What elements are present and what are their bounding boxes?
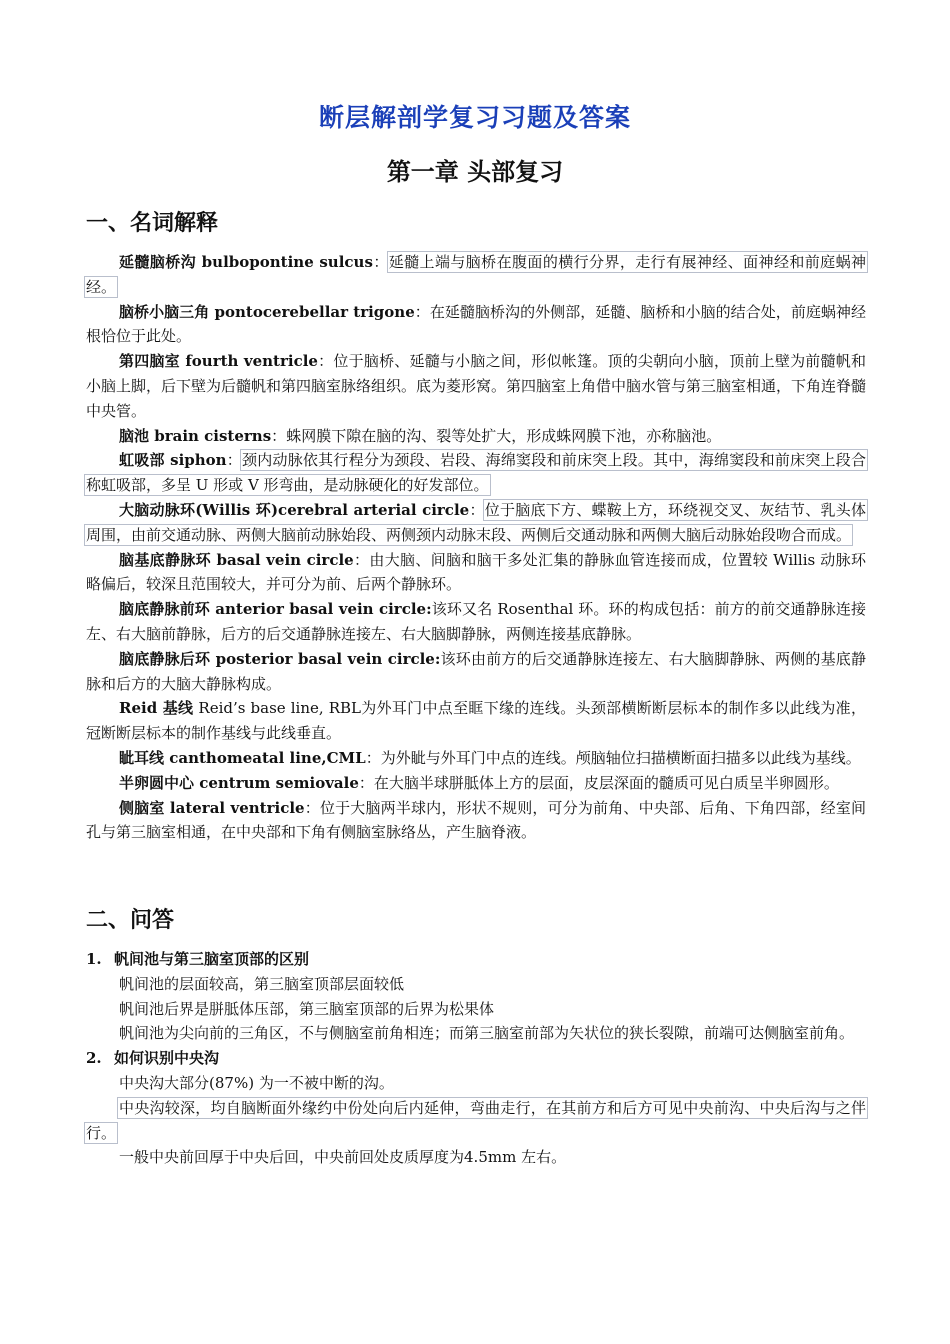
- answer-line: 中央沟大部分(87%) 为一不被中断的沟。: [119, 1073, 394, 1092]
- definitions-list: [86, 250, 866, 845]
- answer-line: 帆间池为尖向前的三角区，不与侧脑室前角相连；而第三脑室前部为矢状位的狭长裂隙，前端可达侧脑室前角。: [119, 1024, 855, 1043]
- definition-term: 虹吸部 siphon: [119, 451, 227, 470]
- question-title: 1. 帆间池与第三脑室顶部的区别: [86, 950, 310, 968]
- definition-term: 脑底静脉后环 posterior basal vein circle:: [119, 649, 441, 668]
- answer-line: 一般中央前回厚于中央后回，中央前回处皮质厚度为4.5mm 左右。: [119, 1148, 567, 1167]
- definition-term: Reid 基线: [119, 699, 194, 718]
- definition-item: 半卵圆中心 centrum semiovale：在大脑半球胼胝体上方的层面，皮层深面的髓质可见白质呈半卵圆形。: [119, 773, 839, 792]
- definition-item: 脑基底静脉环 basal vein circle：由大脑、间脑和脑干多处汇集的静脉血管连接而成，位置较 Willis 动脉环略偏后，较深且范围较大，并可分为前、后两个静脉环。: [86, 550, 866, 594]
- definition-item: 虹吸部 siphon：颈内动脉依其行程分为颈段、岩段、海绵窦段和前床突上段。其中，海绵窦段和前床突上段合称虹吸部，多呈 U 形或 V 形弯曲，是动脉硬化的好发部位。: [86, 451, 866, 495]
- definition-text: 延髓上端与脑桥在腹面的横行分界，走行有展神经、面神经和前庭蜗神经。: [86, 253, 866, 296]
- question-title: 2. 如何识别中央沟: [86, 1049, 220, 1068]
- document-title: 断层解剖学复习习题及答案: [318, 103, 631, 132]
- definition-term: 大脑动脉环(Willis 环)cerebral arterial circle: [119, 500, 470, 519]
- definition-text: 位于脑桥、延髓与小脑之间，形似帐篷。顶的尖朝向小脑，顶前上壁为前髓帆和小脑上脚，后下壁为后髓帆和第四脑室脉络组织。底为菱形窝。第四脑室上角借中脑水管与第三脑室相通，下角连脊髓中央管。: [86, 352, 867, 420]
- definition-item: 侧脑室 lateral ventricle：位于大脑两半球内，形状不规则，可分为前角、中央部、后角、下角四部，经室间孔与第三脑室相通，在中央部和下角有侧脑室脉络丛，产生脑脊液。: [86, 798, 866, 842]
- definition-text: 在延髓脑桥沟的外侧部，延髓、脑桥和小脑的结合处，前庭蜗神经根恰位于此处。: [86, 302, 866, 346]
- definition-item: 脑池 brain cisterns：蛛网膜下隙在脑的沟、裂等处扩大，形成蛛网膜下池，亦称脑池。: [119, 426, 722, 445]
- definition-term: 第四脑室 fourth ventricle: [119, 352, 318, 371]
- definition-term: 侧脑室 lateral ventricle: [119, 798, 305, 817]
- definition-item: [86, 647, 866, 697]
- definition-text: 在大脑半球胼胝体上方的层面，皮层深面的髓质可见白质呈半卵圆形。: [373, 773, 839, 792]
- definition-item: [86, 696, 866, 746]
- answer-line: 中央沟较深，均自脑断面外缘约中份处向后内延伸，弯曲走行，在其前方和后方可见中央前沟、中央后沟与之伴行。: [86, 1098, 866, 1142]
- definition-text: Reid’s base line, RBL为外耳门中点至眶下缘的连线。头颈部横断断层标本的制作多以此线为准，冠断断层标本的制作基线与此线垂直。: [86, 699, 866, 743]
- definition-item: [86, 597, 866, 647]
- definition-term: 脑基底静脉环 basal vein circle: [119, 550, 354, 569]
- definition-term: 脑池 brain cisterns: [119, 426, 272, 445]
- definition-term: 延髓脑桥沟 bulbopontine sulcus: [119, 253, 373, 271]
- section-heading-qa: 二、问答: [86, 907, 175, 933]
- definition-item: 大脑动脉环(Willis 环)cerebral arterial circle：位于脑底下方、蝶鞍上方，环绕视交叉、灰结节、乳头体周围，由前交通动脉、两侧大脑前动脉始段、两侧颈内动脉末段、两侧后交通动脉和两侧大脑后动脉始段吻合而成。: [86, 500, 866, 544]
- definition-text: 蛛网膜下隙在脑的沟、裂等处扩大，形成蛛网膜下池，亦称脑池。: [286, 426, 722, 445]
- definition-item: 眦耳线 canthomeatal line,CML：为外眦与外耳门中点的连线。颅脑轴位扫描横断面扫描多以此线为基线。: [119, 748, 861, 767]
- definition-text: 颈内动脉依其行程分为颈段、岩段、海绵窦段和前床突上段。其中，海绵窦段和前床突上段合称虹吸部，多呈 U 形或 V 形弯曲，是动脉硬化的好发部位。: [86, 451, 866, 495]
- section-heading-definitions: 一、名词解释: [86, 210, 219, 236]
- answer-line: 帆间池的层面较高，第三脑室顶部层面较低: [119, 974, 405, 993]
- definition-text: 为外眦与外耳门中点的连线。颅脑轴位扫描横断面扫描多以此线为基线。: [380, 748, 861, 767]
- qa-list: [86, 947, 866, 1170]
- definition-text: 该环又名 Rosenthal 环。环的构成包括：前方的前交通静脉连接左、右大脑前静脉，后方的后交通静脉连接左、右大脑脚静脉，两侧连接基底静脉。: [86, 600, 867, 643]
- definition-text: 位于脑底下方、蝶鞍上方，环绕视交叉、灰结节、乳头体周围，由前交通动脉、两侧大脑前动脉始段、两侧颈内动脉末段、两侧后交通动脉和两侧大脑后动脉始段吻合而成。: [86, 500, 866, 544]
- definition-term: 脑桥小脑三角 pontocerebellar trigone: [119, 302, 415, 321]
- definition-term: 眦耳线 canthomeatal line,CML: [119, 748, 366, 767]
- definition-term: 脑底静脉前环 anterior basal vein circle:: [119, 600, 432, 619]
- definition-term: 半卵圆中心 centrum semiovale: [119, 773, 359, 792]
- answer-line: 帆间池后界是胼胝体压部，第三脑室顶部的后界为松果体: [119, 999, 495, 1018]
- definition-item: 第四脑室 fourth ventricle：位于脑桥、延髓与小脑之间，形似帐篷。顶的尖朝向小脑，顶前上壁为前髓帆和小脑上脚，后下壁为后髓帆和第四脑室脉络组织。底为菱形窝。第四脑室上角借中脑水管与第三脑室相通，下角连脊髓中央管。: [86, 352, 867, 420]
- definition-item: 延髓脑桥沟 bulbopontine sulcus：延髓上端与脑桥在腹面的横行分界，走行有展神经、面神经和前庭蜗神经。: [86, 253, 866, 296]
- chapter-title: 第一章 头部复习: [386, 157, 564, 186]
- definition-text: 由大脑、间脑和脑干多处汇集的静脉血管连接而成，位置较 Willis 动脉环略偏后，较深且范围较大，并可分为前、后两个静脉环。: [86, 550, 866, 594]
- definition-text: 该环由前方的后交通静脉连接左、右大脑脚静脉、两侧的基底静脉和后方的大脑大静脉构成。: [86, 649, 866, 693]
- definition-text: 位于大脑两半球内，形状不规则，可分为前角、中央部、后角、下角四部，经室间孔与第三脑室相通，在中央部和下角有侧脑室脉络丛，产生脑脊液。: [86, 798, 866, 842]
- definition-item: 脑桥小脑三角 pontocerebellar trigone：在延髓脑桥沟的外侧部，延髓、脑桥和小脑的结合处，前庭蜗神经根恰位于此处。: [86, 302, 866, 346]
